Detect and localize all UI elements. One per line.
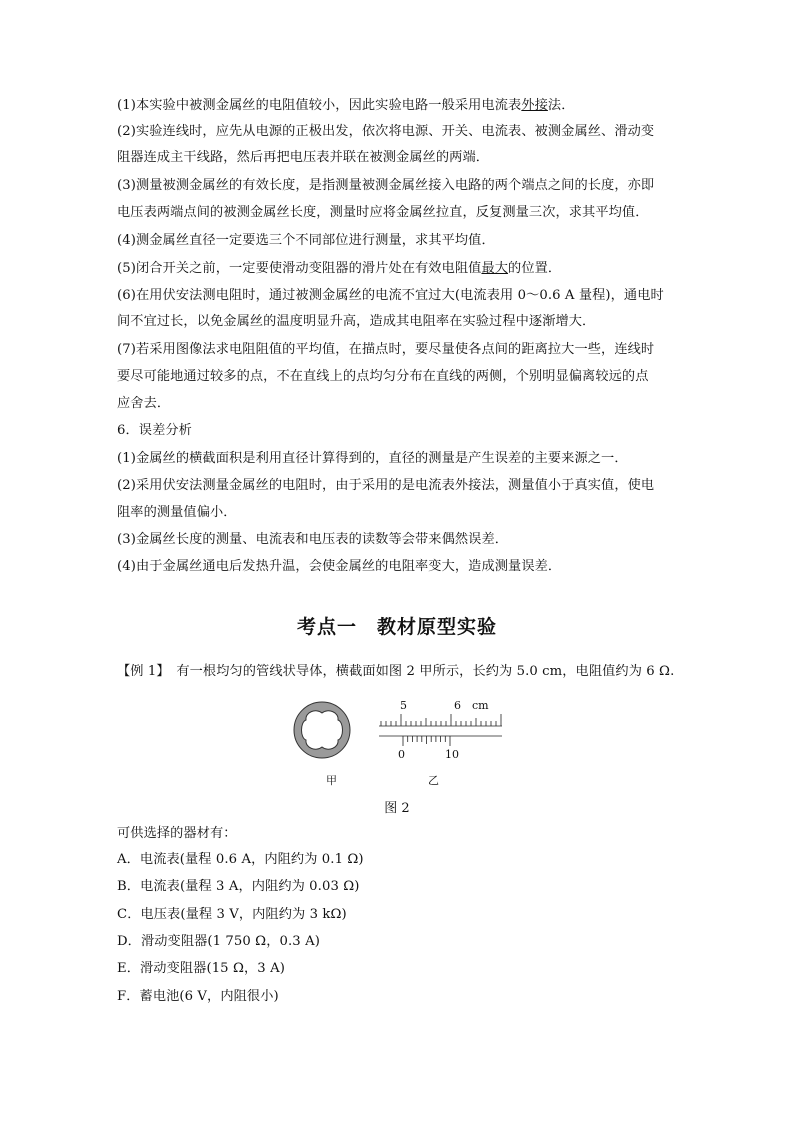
note-2-line-2: 阻器连成主干线路，然后再把电压表并联在被测金属丝的两端． [117, 150, 490, 165]
note-7-line-1: (7)若采用图像法求电阻阻值的平均值，在描点时，要尽量使各点间的距离拉大一些，连线时 [117, 342, 655, 357]
equipment-d: D．滑动变阻器(1 750 Ω，0.3 A) [117, 934, 320, 949]
figure-2-drawing [292, 698, 502, 788]
note-5-text: (5)闭合开关之前，一定要使滑动变阻器的滑片处在有效电阻值 [117, 261, 482, 276]
error-2-line-1: (2)采用伏安法测量金属丝的电阻时，由于采用的是电流表外接法，测量值小于真实值，使电 [117, 478, 655, 493]
note-1-underlined: 外接 [521, 98, 548, 113]
equipment-intro: 可供选择的器材有： [117, 826, 237, 841]
equipment-e: E．滑动变阻器(15 Ω，3 A) [117, 961, 285, 976]
figure-caption: 图 2 [384, 801, 410, 816]
equipment-f: F．蓄电池(6 V，内阻很小) [117, 989, 279, 1004]
figure-2 [292, 698, 502, 788]
vernier-label-0: 0 [398, 748, 405, 761]
note-1-text: (1)本实验中被测金属丝的电阻值较小，因此实验电路一般采用电流表 [117, 98, 522, 113]
unit-label: cm [472, 699, 489, 712]
note-5 [117, 259, 687, 279]
error-1: (1)金属丝的横截面积是利用直径计算得到的，直径的测量是产生误差的主要来源之一． [117, 451, 628, 466]
error-4: (4)由于金属丝通电后发热升温，会使金属丝的电阻率变大，造成测量误差． [117, 559, 562, 574]
note-6-line-2: 间不宜过长，以免金属丝的温度明显升高，造成其电阻率在实验过程中逐渐增大． [117, 314, 596, 329]
note-6-line-1: (6)在用伏安法测电阻时，通过被测金属丝的电流不宜过大(电流表用 0～0.6 A 量程)，通电时 [117, 288, 664, 303]
error-3: (3)金属丝长度的测量、电流表和电压表的读数等会带来偶然误差． [117, 532, 509, 547]
label-yi: 乙 [428, 774, 439, 787]
equipment-c: C．电压表(量程 3 V，内阻约为 3 kΩ) [117, 907, 347, 922]
label-jia: 甲 [326, 774, 337, 787]
example-label: 【例 1】 [117, 664, 164, 679]
main-scale-label-6: 6 [454, 699, 461, 712]
note-3-line-2: 电压表两端点间的被测金属丝长度，测量时应将金属丝拉直，反复测量三次，求其平均值． [117, 205, 649, 220]
example-text: 有一根均匀的管线状导体，横截面如图 2 甲所示，长约为 5.0 cm，电阻值约为 6 Ω. [163, 664, 675, 679]
note-7-line-3: 应舍去． [117, 396, 171, 411]
note-2-line-1: (2)实验连线时，应先从电源的正极出发，依次将电源、开关、电流表、被测金属丝、滑动变 [117, 124, 655, 139]
note-7-line-2: 要尽可能地通过较多的点，不在直线上的点均匀分布在直线的两侧，个别明显偏离较远的点 [117, 369, 649, 384]
equipment-a: A．电流表(量程 0.6 A，内阻约为 0.1 Ω) [117, 852, 364, 867]
section-heading: 考点一 教材原型实验 [296, 616, 497, 638]
vernier-caliper [379, 714, 502, 746]
note-3-line-1: (3)测量被测金属丝的有效长度，是指测量被测金属丝接入电路的两个端点之间的长度，亦即 [117, 178, 655, 193]
error-analysis-title: 6．误差分析 [117, 423, 192, 438]
main-scale-label-5: 5 [400, 699, 407, 712]
equipment-b: B．电流表(量程 3 A，内阻约为 0.03 Ω) [117, 879, 360, 894]
tube-cross-section [294, 702, 350, 758]
note-4: (4)测金属丝直径一定要选三个不同部位进行测量，求其平均值． [117, 233, 495, 248]
error-2-line-2: 阻率的测量值偏小． [117, 505, 237, 520]
note-1-tail: 法． [547, 98, 575, 113]
note-5-tail: 的位置． [508, 261, 562, 276]
vernier-label-10: 10 [445, 748, 459, 761]
example-1 [117, 662, 687, 682]
note-5-underlined: 最大 [481, 261, 509, 276]
note-1 [117, 96, 687, 116]
